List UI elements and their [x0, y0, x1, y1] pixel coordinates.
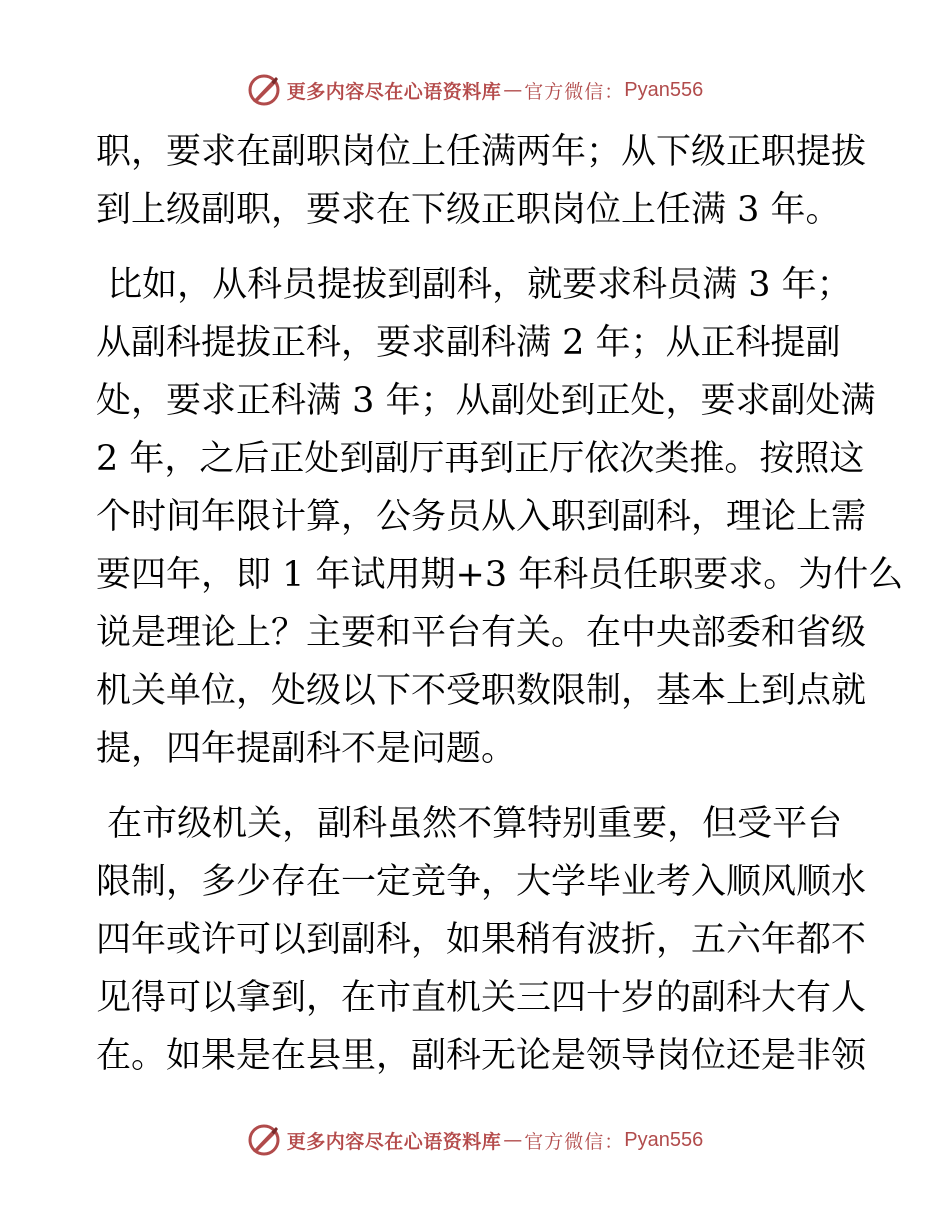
body-line: 机关单位，处级以下不受职数限制，基本上到点就 — [96, 671, 867, 711]
footer-watermark-banner — [0, 1120, 950, 1160]
body-line: 职，要求在副职岗位上任满两年；从下级正职提拔 — [96, 132, 867, 172]
body-line: 2 年，之后正处到副厅再到正厅依次类推。按照这 — [96, 439, 865, 479]
banner-wechat-label: 官方微信： — [524, 80, 625, 103]
body-line: 限制，多少存在一定竞争，大学毕业考入顺风顺水 — [96, 862, 867, 902]
pen-logo-icon — [247, 73, 281, 107]
body-line: 在。如果是在县里，副科无论是领导岗位还是非领 — [96, 1036, 867, 1076]
banner-dash: — — [503, 79, 523, 101]
body-line: 处，要求正科满 3 年；从副处到正处，要求副处满 — [96, 381, 876, 421]
document-body — [96, 123, 904, 1085]
body-line: 从副科提拔正科，要求副科满 2 年；从正科提副 — [96, 323, 841, 363]
body-line: 提，四年提副科不是问题。 — [96, 729, 517, 769]
body-line: 说是理论上？主要和平台有关。在中央部委和省级 — [96, 613, 867, 653]
header-watermark-banner — [0, 70, 950, 110]
banner-dash: — — [503, 1129, 523, 1151]
banner-wechat-id: Pyan556 — [624, 1128, 704, 1151]
body-line: 四年或许可以到副科，如果稍有波折，五六年都不 — [96, 920, 867, 960]
banner-brand-text: 更多内容尽在心语资料库 — [286, 1130, 502, 1153]
body-line: 个时间年限计算，公务员从入职到副科，理论上需 — [96, 497, 867, 537]
body-line: 要四年，即 1 年试用期+3 年科员任职要求。为什么 — [96, 555, 904, 595]
body-line: 见得可以拿到，在市直机关三四十岁的副科大有人 — [96, 978, 867, 1018]
banner-brand-text: 更多内容尽在心语资料库 — [286, 80, 502, 103]
body-line: 比如，从科员提拔到副科，就要求科员满 3 年； — [96, 265, 852, 305]
banner-wechat-label: 官方微信： — [524, 1130, 625, 1153]
pen-logo-icon — [247, 1123, 281, 1157]
body-line: 到上级副职，要求在下级正职岗位上任满 3 年。 — [96, 190, 841, 230]
banner-wechat-id: Pyan556 — [624, 78, 704, 101]
body-line: 在市级机关，副科虽然不算特别重要，但受平台 — [96, 804, 843, 844]
